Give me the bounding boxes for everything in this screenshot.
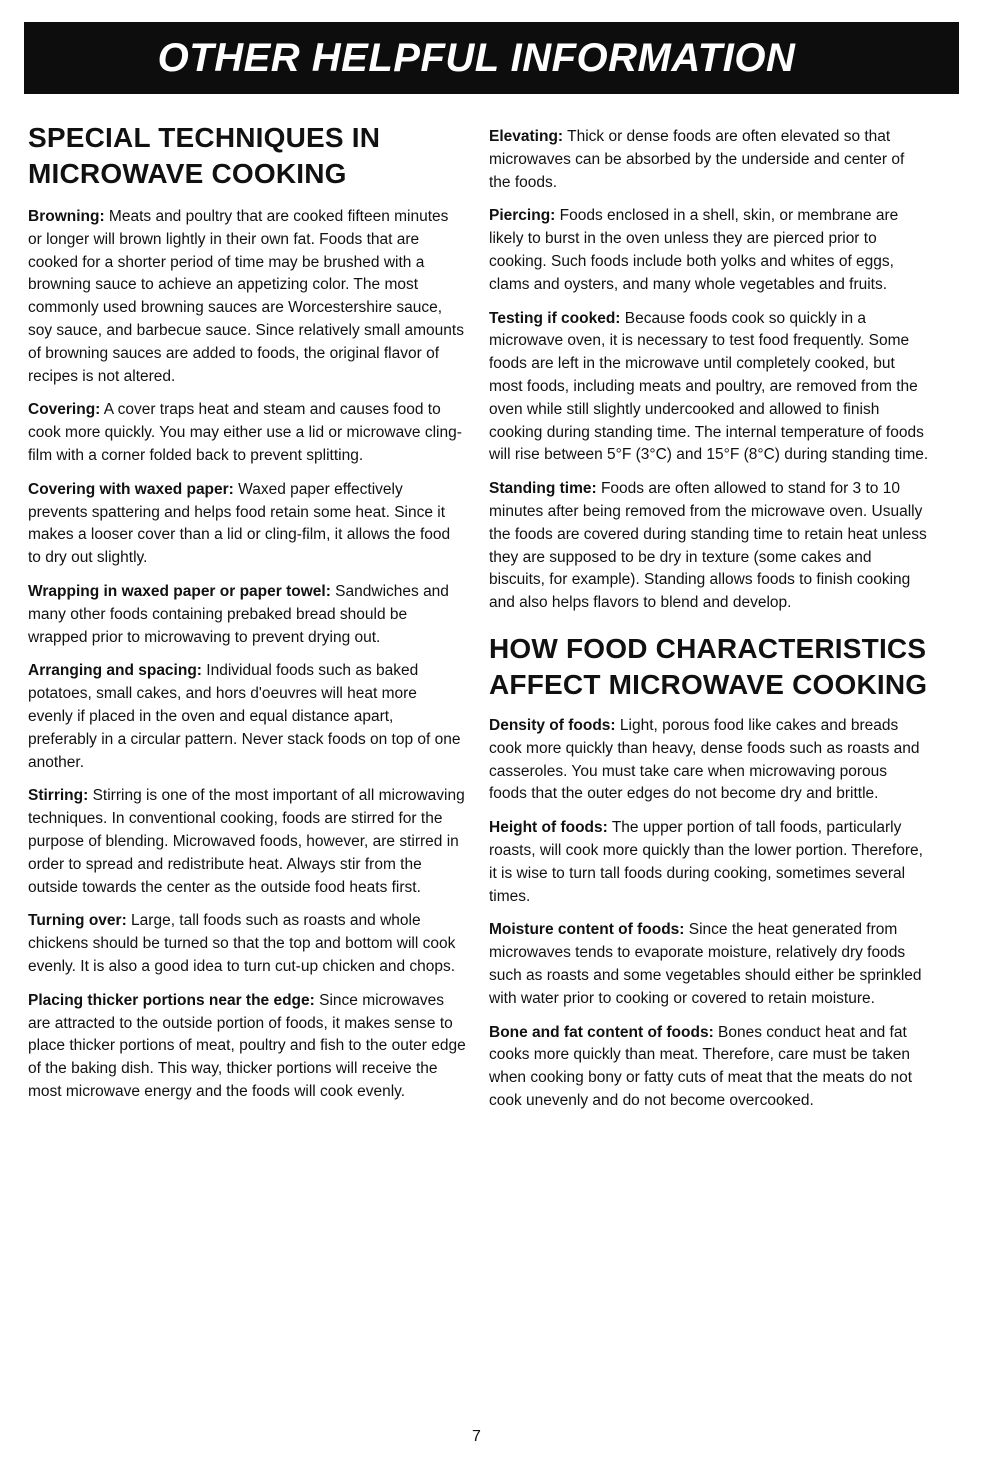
section-heading-special-techniques: SPECIAL TECHNIQUES IN MICROWAVE COOKING [28,122,381,189]
paragraph-turning-over [28,910,466,978]
page-number: 7 [472,1428,481,1445]
paragraph-text: Stirring is one of the most important of all microwaving techniques. In conventional cooking, foods are stirred for the purpose of blending. Microwaved foods, however, are stirred in order to spread and redistribute heat. Always stir from the outside towards the center as the outside food heats first. [28,787,465,896]
section-heading-food-characteristics: HOW FOOD CHARACTERISTICS AFFECT MICROWAVE COOKING [489,632,928,700]
paragraph-text: Thick or dense foods are often elevated so that microwaves can be absorbed by the underside and center of the foods. [489,128,905,191]
paragraph-standing-time [489,478,929,615]
paragraph-text: Since microwaves are attracted to the outside portion of foods, it makes sense to place thicker portions of meat, poultry and fish to the outer edge of the baking dish. This way, thicker portions will receive the most microwave energy and the foods will cook evenly. [28,991,466,1100]
paragraph-wrapping [28,581,466,649]
term-label: Density of foods: [489,716,616,734]
term-label: Bone and fat content of foods: [489,1023,714,1041]
paragraph-text: A cover traps heat and steam and causes food to cook more quickly. You may either use a lid or microwave cling-film with a corner folded back to prevent splitting. [28,401,462,464]
term-label: Elevating: [489,128,564,145]
paragraph-text: Sandwiches and many other foods containing prebaked bread should be wrapped prior to microwaving to prevent drying out. [28,582,449,646]
paragraph-bone-fat [489,1022,929,1113]
term-label: Arranging and spacing: [28,662,202,680]
paragraph-moisture [489,919,929,1010]
paragraph-piercing [489,205,929,296]
term-label: Height of foods: [489,819,608,837]
paragraph-text: Large, tall foods such as roasts and whole chickens should be turned so that the top and bottom will cook evenly. It is also a good idea to turn cut-up chicken and chops. [28,912,456,975]
term-label: Browning: [28,208,105,225]
header-banner [24,22,959,94]
paragraph-text: Foods are often allowed to stand for 3 to 10 minutes after being removed from the microwave oven. Usually the foods are covered during standing time to retain heat unless they are supposed to be dry in texture (some cakes and biscuits, for example). Standing allows foods to finish cooking and also helps flavors to blend and develop. [489,480,927,612]
term-label: Piercing: [489,207,556,225]
paragraph-text: Light, porous food like cakes and breads cook more quickly than heavy, dense foods such as roasts and casseroles. You must take care when microwaving porous foods that the outer edges do not become dry and brittle. [489,716,920,803]
term-label: Standing time: [489,480,597,498]
term-label: Moisture content of foods: [489,921,685,939]
paragraph-thicker-portions [28,990,466,1104]
paragraph-text: Since the heat generated from microwaves tends to evaporate moisture, relatively dry foods such as roasts and some vegetables should either be sprinkled with water prior to cooking or covered to retain moisture. [489,921,922,1007]
banner-title: OTHER HELPFUL INFORMATION [157,35,796,80]
right-column [489,126,929,1124]
term-label: Covering: [28,401,101,419]
paragraph-elevating [489,126,929,194]
paragraph-testing-if-cooked [489,308,929,468]
paragraph-browning [28,206,466,388]
paragraph-density [489,715,929,806]
paragraph-text: Because foods cook so quickly in a microwave oven, it is necessary to test food frequently. Some foods are left in the microwave until completely cooked, but most foods, including meats and poultry, are removed from the oven while still slightly undercooked and allowed to finish cooking during standing time. The internal temperature of foods will rise between 5°F (3°C) and 15°F (8°C) during standing time. [489,309,929,464]
paragraph-text: Waxed paper effectively prevents spattering and helps food retain some heat. Since it makes a looser cover than a lid or cling-film, it allows the food to dry out slightly. [28,480,451,567]
paragraph-covering [28,399,466,467]
paragraph-covering-waxed-paper [28,479,466,570]
term-label: Turning over: [28,912,127,930]
paragraph-text: Foods enclosed in a shell, skin, or membrane are likely to burst in the oven unless they are pierced prior to cooking. Such foods include both yolks and whites of eggs, clams and oysters, and many whole vegetables and fruits. [489,207,899,293]
paragraph-text: The upper portion of tall foods, particularly roasts, will cook more quickly than the lower portion. Therefore, it is wise to turn tall foods during cooking, sometimes several times. [489,819,923,905]
paragraph-stirring [28,785,466,899]
paragraph-height [489,817,929,908]
term-label: Placing thicker portions near the edge: [28,991,315,1009]
paragraph-text: Individual foods such as baked potatoes, small cakes, and hors d'oeuvres will heat more evenly if placed in the oven and equal distance apart, preferably in a circular pattern. Never stack foods on top of one another. [28,662,461,771]
left-column [28,120,466,1115]
paragraph-text: Bones conduct heat and fat cooks more quickly than meat. Therefore, care must be taken when cooking bony or fatty cuts of meat that the meats do not cook unevenly and do not become overcooked. [489,1023,913,1109]
term-label: Wrapping in waxed paper or paper towel: [28,582,331,600]
term-label: Covering with waxed paper: [28,480,234,498]
term-label: Testing if cooked: [489,309,621,327]
term-label: Stirring: [28,787,89,805]
paragraph-arranging-spacing [28,660,466,774]
paragraph-text: Meats and poultry that are cooked fifteen minutes or longer will brown lightly in their own fat. Foods that are cooked for a shorter period of time may be brushed with a browning sauce to achieve an appetizing color. The most commonly used browning sauces are Worcestershire sauce, soy sauce, and barbecue sauce. Since relatively small amounts of browning sauces are added to foods, the original flavor of recipes is not altered. [28,208,464,385]
